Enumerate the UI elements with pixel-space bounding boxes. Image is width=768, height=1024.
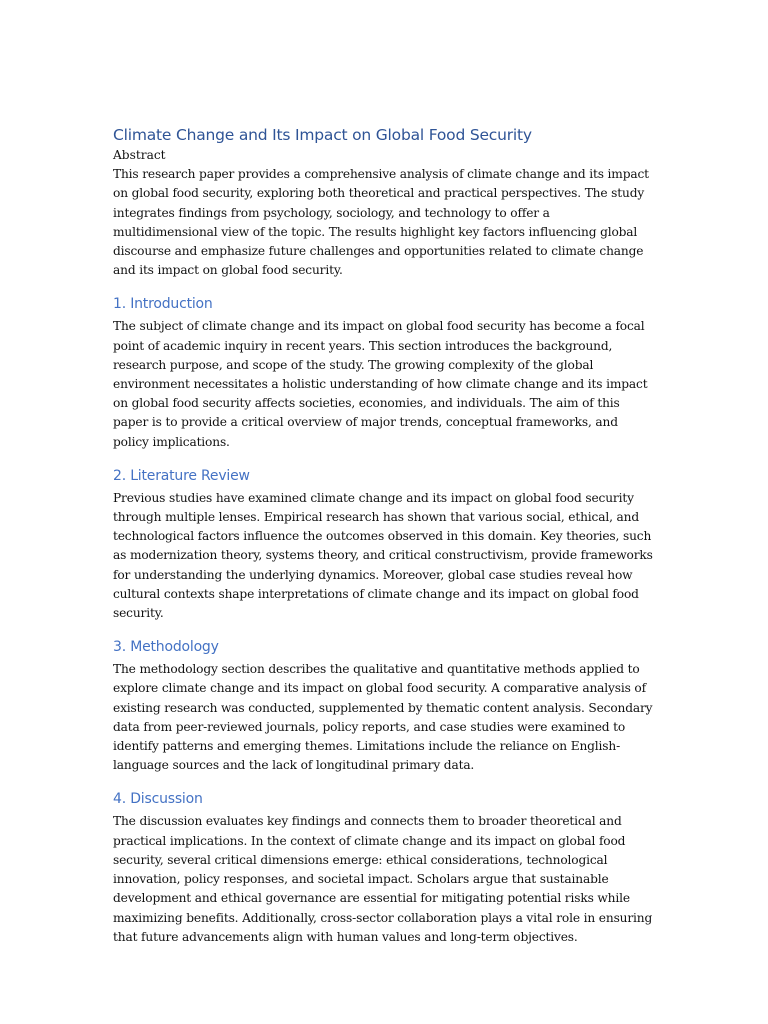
section-body-methodology: The methodology section describes the qualitative and quantitative methods applied to explore climate change and its impact on global food security. A comparative analysis of existing research was conducted, supplemented by thematic content analysis. Secondary data from peer-reviewed journals, policy reports, and case studies were examined to identify patterns and emerging themes. Limitations include the reliance on English-language sources and the lack of longitudinal primary data. [113,662,653,773]
section-heading-literature-review: 2. Literature Review [113,467,250,484]
section-body-literature-review: Previous studies have examined climate change and its impact on global food security through multiple lenses. Empirical research has shown that various social, ethical, and technological factors influence the outcomes observed in this domain. Key theories, such as modernization theory, systems theory, and critical constructivism, provide frameworks for understanding the underlying dynamics. Moreover, global case studies reveal how cultural contexts shape interpretations of climate change and its impact on global food security. [113,490,653,621]
section-body-discussion: The discussion evaluates key findings and connects them to broader theoretical and practical implications. In the context of climate change and its impact on global food security, several critical dimensions emerge: ethical considerations, technological innovation, policy responses, and societal impact. Scholars argue that sustainable development and ethical governance are essential for mitigating potential risks while maximizing benefits. Additionally, cross-sector collaboration plays a vital role in ensuring that future advancements align with human values and long-term objectives. [113,814,653,944]
section-heading-discussion: 4. Discussion [113,791,203,808]
section-heading-introduction: 1. Introduction [113,296,213,313]
document-title: Climate Change and Its Impact on Global Food Security [113,126,532,144]
section-body-introduction: The subject of climate change and its impact on global food security has become a focal point of academic inquiry in recent years. This section introduces the background, research purpose, and scope of the study. The growing complexity of the global environment necessitates a holistic understanding of how climate change and its impact on global food security affects societies, economies, and individuals. The aim of this paper is to provide a critical overview of major trends, conceptual frameworks, and policy implications. [113,319,648,449]
document-content [113,124,655,947]
abstract-text: This research paper provides a comprehensive analysis of climate change and its impact on global food security, exploring both theoretical and practical perspectives. The study integrates findings from psychology, sociology, and technology to offer a multidimensional view of the topic. The results highlight key factors influencing global discourse and emphasize future challenges and opportunities related to climate change and its impact on global food security. [113,167,649,278]
abstract-label: Abstract [113,148,166,162]
section-heading-methodology: 3. Methodology [113,639,219,656]
